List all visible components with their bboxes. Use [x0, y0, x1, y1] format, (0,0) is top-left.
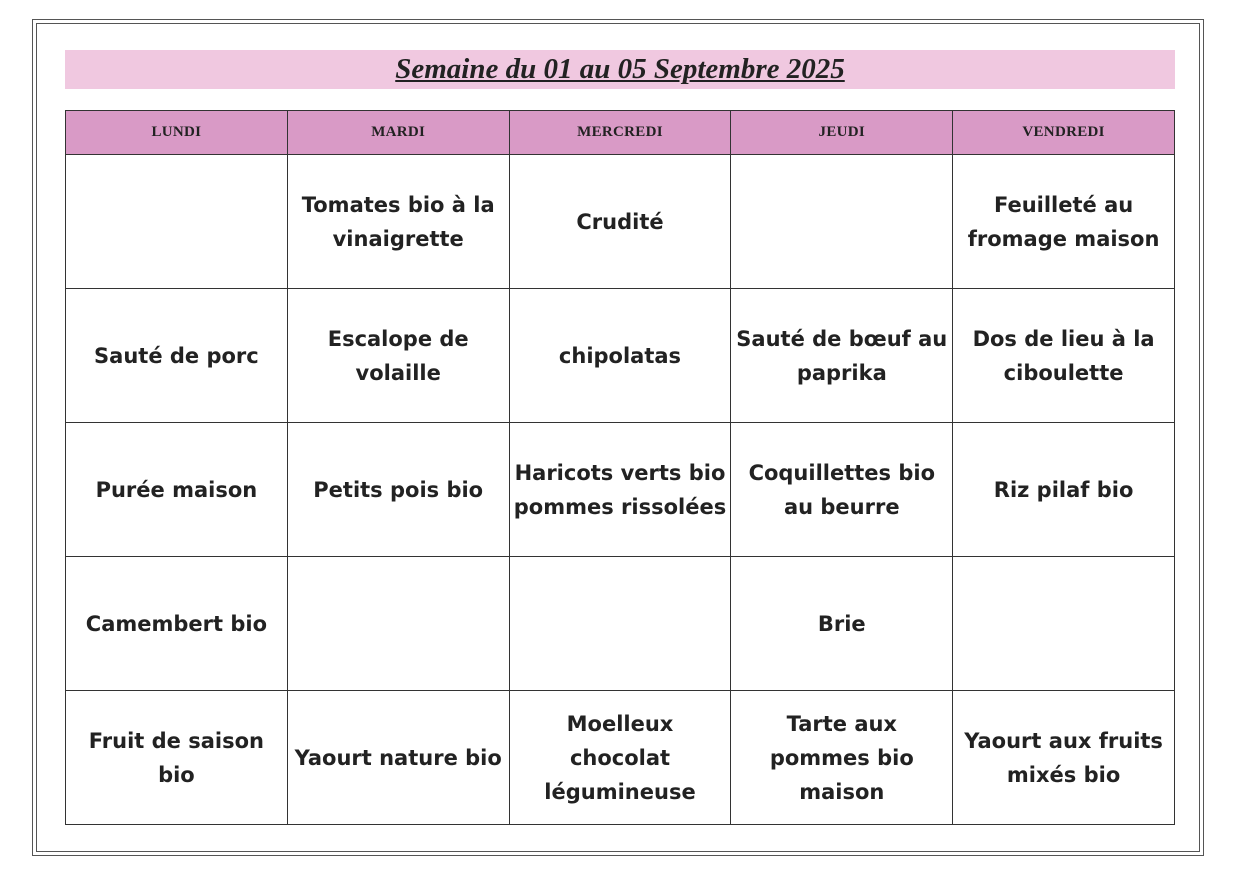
menu-cell: Haricots verts bio pommes rissolées	[509, 423, 731, 557]
menu-cell: chipolatas	[509, 289, 731, 423]
menu-cell	[731, 155, 953, 289]
menu-cell: Yaourt aux fruits mixés bio	[953, 691, 1175, 825]
menu-cell: Camembert bio	[66, 557, 288, 691]
menu-cell: Feuilleté au fromage maison	[953, 155, 1175, 289]
menu-cell: Escalope de volaille	[287, 289, 509, 423]
table-row	[66, 155, 1175, 289]
menu-cell: Crudité	[509, 155, 731, 289]
menu-cell: Sauté de bœuf au paprika	[731, 289, 953, 423]
header-mercredi: MERCREDI	[509, 111, 731, 155]
page-title: Semaine du 01 au 05 Septembre 2025	[395, 53, 845, 85]
menu-cell: Purée maison	[66, 423, 288, 557]
menu-cell: Petits pois bio	[287, 423, 509, 557]
menu-cell: Coquillettes bio au beurre	[731, 423, 953, 557]
menu-cell: Tomates bio à la vinaigrette	[287, 155, 509, 289]
table-row	[66, 289, 1175, 423]
header-vendredi: VENDREDI	[953, 111, 1175, 155]
title-banner	[65, 50, 1175, 89]
menu-cell: Sauté de porc	[66, 289, 288, 423]
table-row	[66, 423, 1175, 557]
menu-table	[65, 110, 1175, 825]
menu-cell: Dos de lieu à la ciboulette	[953, 289, 1175, 423]
menu-cell	[287, 557, 509, 691]
table-row	[66, 691, 1175, 825]
header-row	[66, 111, 1175, 155]
menu-cell: Riz pilaf bio	[953, 423, 1175, 557]
menu-cell: Tarte aux pommes bio maison	[731, 691, 953, 825]
menu-cell: Moelleux chocolat légumineuse	[509, 691, 731, 825]
table-row	[66, 557, 1175, 691]
header-lundi: LUNDI	[66, 111, 288, 155]
header-mardi: MARDI	[287, 111, 509, 155]
menu-cell: Yaourt nature bio	[287, 691, 509, 825]
header-jeudi: JEUDI	[731, 111, 953, 155]
menu-cell	[953, 557, 1175, 691]
menu-cell: Fruit de saison bio	[66, 691, 288, 825]
menu-cell	[509, 557, 731, 691]
menu-cell: Brie	[731, 557, 953, 691]
menu-cell	[66, 155, 288, 289]
